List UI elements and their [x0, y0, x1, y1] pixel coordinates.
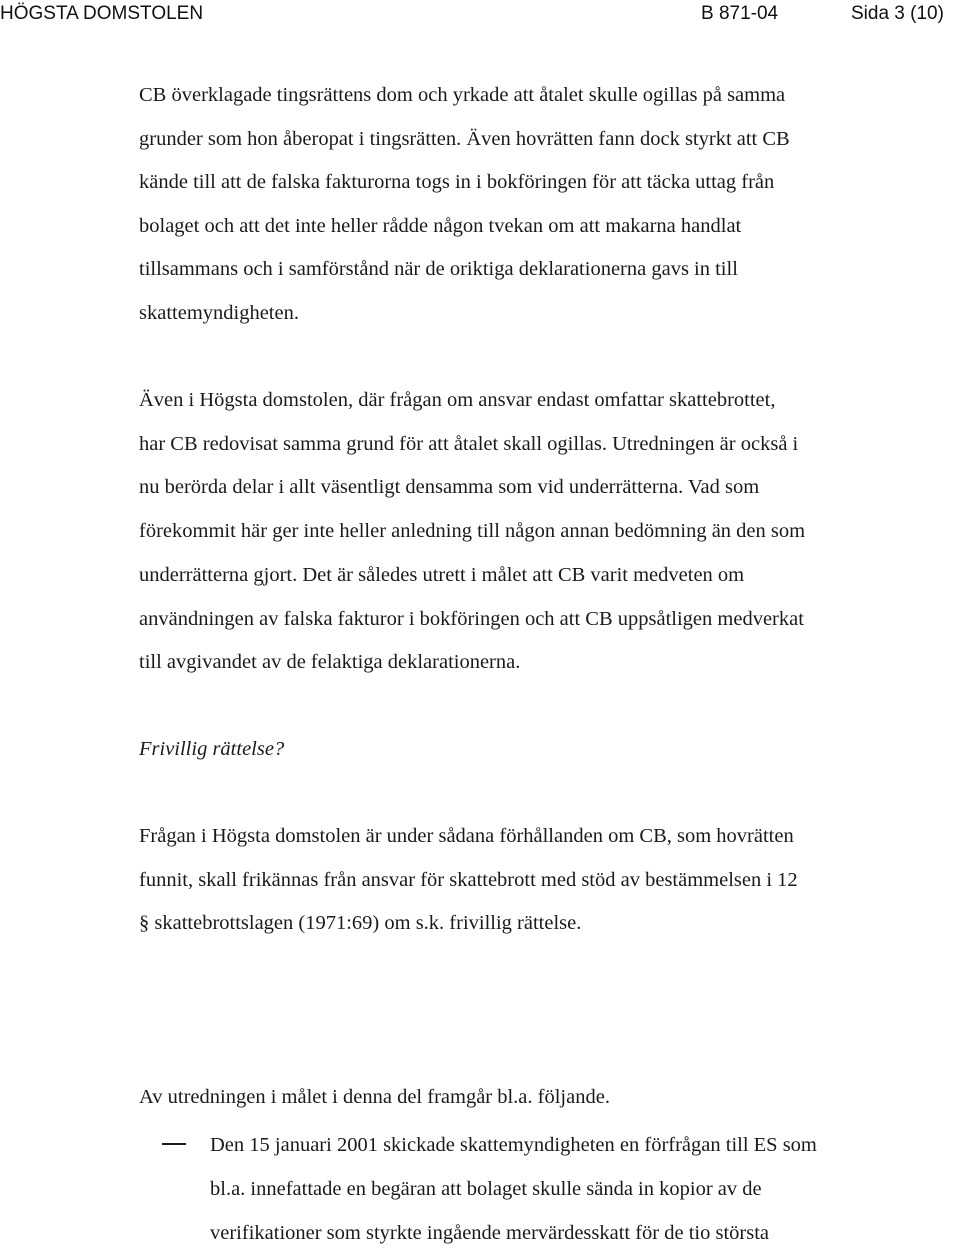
paragraph-question	[139, 815, 798, 946]
text-line: bolaget och att det inte heller rådde någon tvekan om att makarna handlat	[139, 214, 742, 237]
text-line: funnit, skall frikännas från ansvar för skattebrott med stöd av bestämmelsen i 12	[139, 868, 798, 891]
text-line: användningen av falska fakturor i bokföringen och att CB uppsåtligen medverkat	[139, 607, 804, 630]
text-line: till avgivandet av de felaktiga deklarationerna.	[139, 651, 521, 674]
text-line: CB överklagade tingsrättens dom och yrkade att åtalet skulle ogillas på samma	[139, 84, 786, 106]
paragraph-appeal	[139, 74, 790, 336]
text-line: tillsammans och i samförstånd när de oriktiga deklarationerna gavs in till	[139, 258, 738, 281]
text-line: kände till att de falska fakturorna togs in i bokföringen för att täcka uttag från	[139, 171, 775, 194]
text-line: nu berörda delar i allt väsentligt densamma som vid underrätterna. Vad som	[139, 476, 760, 499]
court-name: HÖGSTA DOMSTOLEN	[0, 3, 204, 24]
page-header	[0, 0, 960, 28]
text-line: Även i Högsta domstolen, där frågan om ansvar endast omfattar skattebrottet,	[139, 389, 776, 411]
paragraph-investigation: Av utredningen i målet i denna del framgår bl.a. följande.	[139, 1086, 610, 1108]
list-item-text	[210, 1123, 817, 1255]
text-line: verifikationer som styrkte ingående mervärdesskatt för de tio största	[210, 1222, 770, 1244]
section-heading: Frivillig rättelse?	[139, 738, 285, 760]
dash-bullet-icon	[162, 1143, 186, 1145]
text-line: Den 15 januari 2001 skickade skattemyndigheten en förfrågan till ES som	[210, 1134, 817, 1156]
text-line: Frågan i Högsta domstolen är under sådana förhållanden om CB, som hovrätten	[139, 825, 794, 847]
case-number: B 871-04	[701, 3, 779, 24]
text-line: underrätterna gjort. Det är således utrett i målet att CB varit medveten om	[139, 563, 745, 586]
text-line: skattemyndigheten.	[139, 301, 299, 324]
text-line: § skattebrottslagen (1971:69) om s.k. frivillig rättelse.	[139, 912, 582, 934]
text-line: förekommit här ger inte heller anledning till någon annan bedömning än den som	[139, 520, 806, 543]
text-line: har CB redovisat samma grund för att åtalet skall ogillas. Utredningen är också i	[139, 432, 799, 455]
paragraph-supreme-court	[139, 379, 805, 685]
text-line: grunder som hon åberopat i tingsrätten. Även hovrätten fann dock styrkt att CB	[139, 127, 790, 150]
page-number: Sida 3 (10)	[851, 3, 944, 24]
text-line: bl.a. innefattade en begäran att bolaget skulle sända in kopior av de	[210, 1178, 762, 1200]
